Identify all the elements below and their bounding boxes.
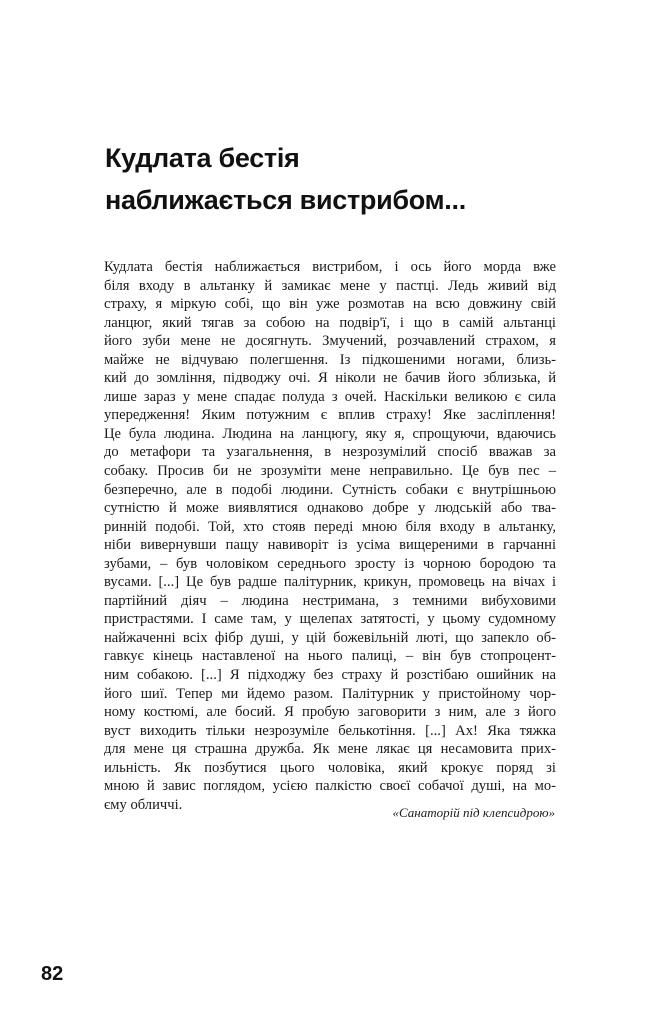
text-line: безперечно, але в подобі людини. Сутність собаки є внутрішньою bbox=[104, 481, 556, 498]
text-line: Кудлата бестія наближається вистрибом, і ось його морда вже bbox=[104, 259, 556, 275]
text-line: сутністю й може виявлятися однаково добре у людській або тва- bbox=[104, 500, 556, 517]
text-line: Це була людина. Людина на ланцюгу, яку я, спрощуючи, вдаючись bbox=[104, 425, 556, 442]
text-line: ринній подобі. Той, хто стояв переді мною біля входу в альтанку, bbox=[104, 518, 556, 535]
text-line: партійний діяч – людина нестримана, з темними вибуховими bbox=[104, 592, 556, 609]
text-line: страху, я міркую собі, що він уже розмотав на всю довжину свій bbox=[104, 296, 556, 313]
chapter-title-line-1: Кудлата бестія bbox=[105, 143, 300, 173]
text-line: ніби вивернувши пащу навиворіт із усіма вищереними в гарчанні bbox=[104, 537, 556, 554]
body-paragraph bbox=[104, 258, 556, 814]
text-line: біля входу в альтанку й замикає мене у пастці. Ледь живий від bbox=[104, 277, 556, 294]
text-line: ильність. Як позбутися цього чоловіка, який крокує поряд зі bbox=[104, 759, 556, 776]
text-line: вусами. [...] Це був радше палітурник, крикун, промовець на вічах і bbox=[104, 574, 556, 591]
text-line: зубами, – був чоловіком середнього зросту із чорною бородою та bbox=[104, 555, 556, 572]
text-line: єму обличчі. bbox=[104, 796, 183, 813]
text-line: його шиї. Тепер ми йдемо разом. Палітурник у пристойному чор- bbox=[104, 685, 556, 702]
text-line: його зуби мене не досягнуть. Змучений, розчавлений страхом, я bbox=[104, 333, 556, 350]
page-number: 82 bbox=[41, 963, 64, 985]
text-line: майже не відчуваю полегшення. Із підкошеними ногами, близь- bbox=[104, 351, 556, 368]
text-line: собаку. Просив би не зрозуміти мене неправильно. Це був пес – bbox=[104, 463, 556, 480]
text-line: мною й завис поглядом, усією палкістю своєї собачої душі, на мо- bbox=[104, 778, 556, 795]
text-line: ним собакою. [...] Я підходжу без страху й розстібаю ошийник на bbox=[104, 667, 556, 684]
text-line: вуст виходить тільки незрозуміле белькотіння. [...] Ах! Яка тяжка bbox=[104, 722, 556, 739]
text-line: ланцюг, який тягав за собою на подвір'ї, і що в самій альтанці bbox=[104, 314, 556, 331]
text-line: упередження! Яким потужним є вплив страху! Яке засліплення! bbox=[104, 407, 556, 424]
chapter-title bbox=[105, 137, 565, 221]
text-line: ному костюмі, але босий. Я пробую заговорити з ним, але з його bbox=[104, 704, 556, 721]
source-citation: «Санаторій під клепсидрою» bbox=[392, 805, 555, 820]
chapter-title-line-2: наближається вистрибом... bbox=[105, 185, 466, 215]
text-line: пристрастями. І саме там, у щелепах затятості, у цьому судомному bbox=[104, 611, 556, 628]
text-line: лише зараз у мене спадає полуда з очей. Наскільки великою є сила bbox=[104, 388, 556, 405]
text-line: найжаченні всіх фібр душі, у цій божевільній люті, що запекло об- bbox=[104, 629, 556, 646]
text-line: до метафори та узагальнення, в незрозумілий спосіб вважав за bbox=[104, 444, 556, 461]
text-line: для мене ця страшна дружба. Як мене лякає ця несамовита прих- bbox=[104, 741, 556, 758]
text-line: кий до зомління, підводжу очі. Я ніколи не бачив його зблизька, й bbox=[104, 370, 556, 387]
text-line: гавкує кінець наставленої на нього палиці, – він був стопроцент- bbox=[104, 648, 556, 665]
